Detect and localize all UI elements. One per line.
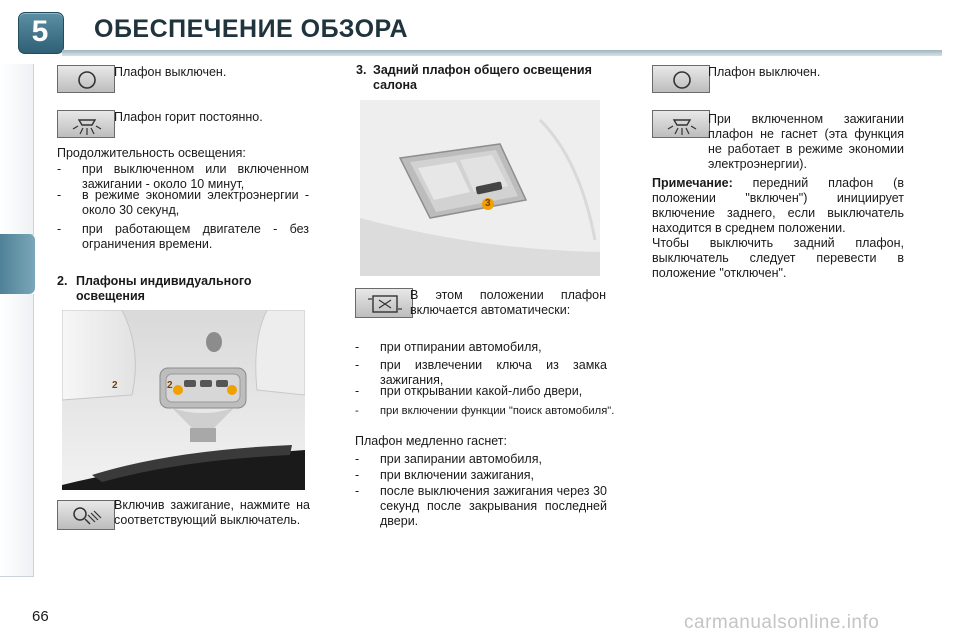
list-dash: - bbox=[57, 162, 62, 176]
list-item-text: при извлечении ключа из замка зажигания, bbox=[380, 358, 607, 387]
side-tab-3[interactable] bbox=[0, 150, 34, 193]
list-item-text: после выключения зажигания через 30 секунд после закрывания последней двери. bbox=[380, 484, 607, 528]
side-tab-6[interactable] bbox=[0, 294, 34, 337]
note-label: Примечание: bbox=[652, 176, 733, 190]
lamp-on-label: Плафон горит постоянно. bbox=[114, 110, 263, 124]
door-lamp-icon bbox=[355, 288, 413, 318]
list-item bbox=[355, 340, 607, 358]
side-tab-7[interactable] bbox=[0, 336, 34, 379]
list-dash: - bbox=[355, 468, 360, 482]
section-3-number: 3. bbox=[356, 63, 367, 77]
side-tab-10[interactable] bbox=[0, 462, 34, 505]
individual-note: Включив зажигание, нажмите на соответствующий выключатель. bbox=[114, 498, 310, 527]
list-item bbox=[355, 384, 607, 402]
list-item-text: при открывании какой-либо двери, bbox=[380, 384, 583, 398]
side-tab-1[interactable] bbox=[0, 64, 34, 109]
list-dash: - bbox=[355, 358, 360, 372]
side-tab-2[interactable] bbox=[0, 108, 34, 151]
list-dash: - bbox=[355, 452, 360, 466]
list-item bbox=[355, 484, 607, 532]
section-2-title: Плафоны индивидуального освещения bbox=[76, 274, 252, 303]
side-tab-8[interactable] bbox=[0, 378, 34, 421]
list-item-text: при выключенном или включенном зажигании - около 10 минут, bbox=[82, 162, 309, 191]
callout-3: 3 bbox=[485, 198, 491, 209]
lamp-off-label: Плафон выключен. bbox=[114, 65, 227, 79]
list-item-text: при отпирании автомобиля, bbox=[380, 340, 542, 354]
reading-lamp-icon bbox=[57, 500, 115, 530]
list-item-text: при включении зажигания, bbox=[380, 468, 535, 482]
rear-lamp-on-icon bbox=[652, 110, 710, 138]
rear-lamp-off-label: Плафон выключен. bbox=[708, 65, 821, 79]
list-dash: - bbox=[57, 222, 62, 236]
list-dash: - bbox=[355, 384, 360, 398]
disable-text: Чтобы выключить задний плафон, выключатель следует перевести в положение "отключен". bbox=[652, 236, 904, 280]
list-item bbox=[57, 222, 309, 254]
watermark: carmanualsonline.info bbox=[684, 612, 880, 633]
fade-title: Плафон медленно гаснет: bbox=[355, 434, 508, 448]
list-item-text: при работающем двигателе - без ограничения времени. bbox=[82, 222, 309, 251]
header-rule bbox=[62, 50, 942, 56]
side-tab-9[interactable] bbox=[0, 420, 34, 463]
list-dash: - bbox=[57, 188, 62, 202]
side-tab-active[interactable] bbox=[0, 234, 35, 294]
list-item bbox=[355, 404, 617, 422]
lamp-on-icon bbox=[57, 110, 115, 138]
list-item bbox=[57, 188, 309, 220]
page-number: 66 bbox=[32, 608, 49, 625]
rear-lamp-off-icon bbox=[652, 65, 710, 93]
list-item-text: в режиме экономии электроэнергии - около 30 секунд, bbox=[82, 188, 309, 217]
list-dash: - bbox=[355, 340, 360, 354]
note-paragraph bbox=[652, 176, 904, 236]
individual-lamps-photo bbox=[62, 310, 305, 490]
list-dash: - bbox=[355, 405, 359, 417]
side-tab-4[interactable] bbox=[0, 192, 34, 235]
ignition-text: При включенном зажигании плафон не гаснет (эта функция не работает в режиме экономии электроэнергии). bbox=[708, 112, 904, 171]
duration-title: Продолжительность освещения: bbox=[57, 146, 246, 160]
side-tab-12[interactable] bbox=[0, 546, 34, 577]
lamp-off-icon bbox=[57, 65, 115, 93]
page-title: ОБЕСПЕЧЕНИЕ ОБЗОРА bbox=[94, 15, 409, 43]
note-text: передний плафон (в положении "включен") инициирует включение заднего, если выключатель находится в среднем положении. bbox=[652, 176, 904, 235]
list-item-text: при запирании автомобиля, bbox=[380, 452, 542, 466]
chapter-number: 5 bbox=[31, 15, 49, 48]
section-2-number: 2. bbox=[57, 274, 68, 288]
section-3-title: Задний плафон общего освещения салона bbox=[373, 63, 592, 92]
callout-2-right: 2 bbox=[167, 380, 173, 391]
list-dash: - bbox=[355, 484, 360, 498]
auto-on-text: В этом положении плафон включается автоматически: bbox=[410, 288, 606, 317]
callout-2-left: 2 bbox=[112, 380, 118, 391]
list-item-text: при включении функции "поиск автомобиля". bbox=[380, 405, 615, 417]
side-tab-11[interactable] bbox=[0, 504, 34, 547]
rear-lamp-photo bbox=[360, 100, 600, 276]
